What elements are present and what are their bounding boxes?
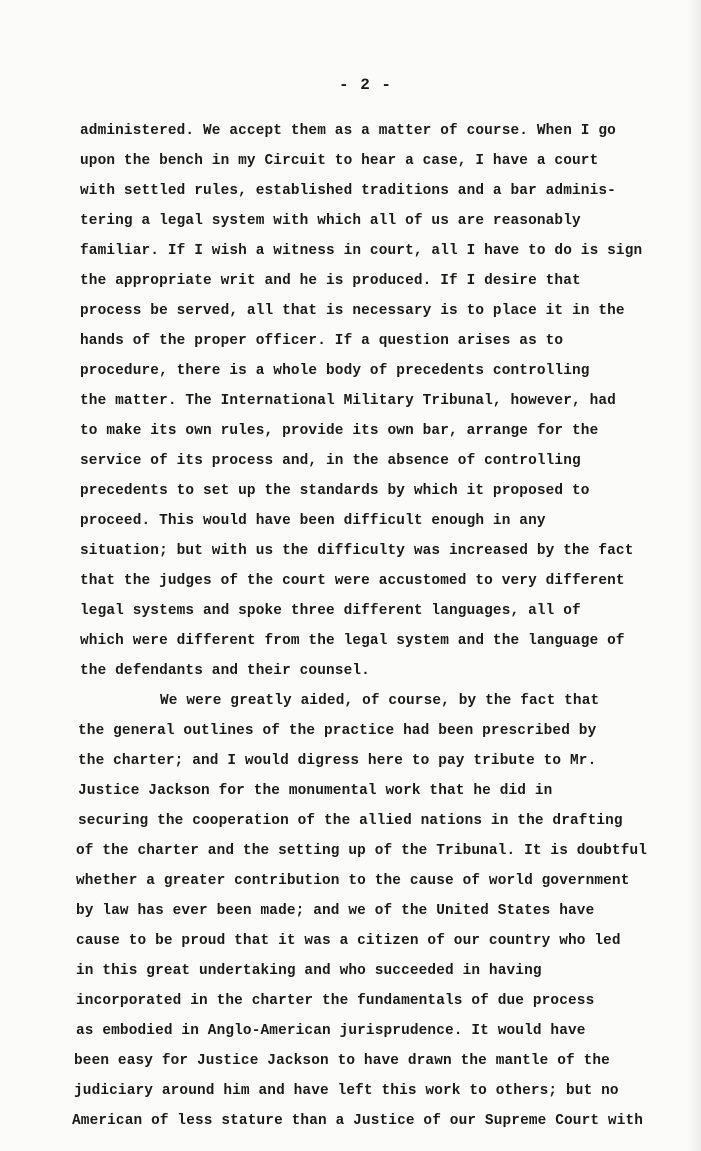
text-line: incorporated in the charter the fundamentals of due process [76, 993, 595, 1009]
text-line: whether a greater contribution to the cause of world government [76, 873, 630, 889]
text-line: American of less stature than a Justice of our Supreme Court with [72, 1113, 644, 1129]
text-line: Justice Jackson for the monumental work that he did in [78, 783, 553, 799]
text-line: tering a legal system with which all of us are reasonably [80, 213, 581, 229]
page-edge-shadow [687, 0, 701, 1151]
text-line: judiciary around him and have left this work to others; but no [74, 1083, 619, 1099]
text-line: the charter; and I would digress here to pay tribute to Mr. [78, 753, 597, 769]
text-line: the appropriate writ and he is produced. If I desire that [80, 273, 581, 289]
text-line: with settled rules, established traditions and a bar adminis- [80, 183, 616, 199]
text-line: to make its own rules, provide its own bar, arrange for the [80, 423, 599, 439]
text-line: administered. We accept them as a matter of course. When I go [80, 123, 616, 139]
text-line: the matter. The International Military Tribunal, however, had [80, 393, 616, 409]
text-line: cause to be proud that it was a citizen of our country who led [76, 933, 621, 949]
text-line: in this great undertaking and who succeeded in having [76, 963, 542, 979]
text-line: service of its process and, in the absence of controlling [80, 453, 581, 469]
text-line: We were greatly aided, of course, by the fact that [160, 693, 600, 709]
page-number: - 2 - [338, 76, 392, 94]
text-line: securing the cooperation of the allied nations in the drafting [78, 813, 623, 829]
text-line: upon the bench in my Circuit to hear a case, I have a court [80, 153, 599, 169]
text-line: proceed. This would have been difficult enough in any [80, 513, 546, 529]
text-line: the defendants and their counsel. [80, 663, 370, 679]
text-line: procedure, there is a whole body of precedents controlling [80, 363, 590, 379]
text-line: been easy for Justice Jackson to have drawn the mantle of the [74, 1053, 610, 1069]
text-line: of the charter and the setting up of the Tribunal. It is doubtful [76, 843, 648, 859]
text-line: the general outlines of the practice had been prescribed by [78, 723, 597, 739]
text-line: that the judges of the court were accustomed to very different [80, 573, 625, 589]
text-line: legal systems and spoke three different languages, all of [80, 603, 581, 619]
text-line: by law has ever been made; and we of the United States have [76, 903, 595, 919]
text-line: hands of the proper officer. If a question arises as to [80, 333, 564, 349]
text-line: situation; but with us the difficulty was increased by the fact [80, 543, 634, 559]
text-line: as embodied in Anglo-American jurisprudence. It would have [76, 1023, 586, 1039]
text-line: precedents to set up the standards by which it proposed to [80, 483, 590, 499]
text-line: which were different from the legal system and the language of [80, 633, 625, 649]
text-line: process be served, all that is necessary is to place it in the [80, 303, 625, 319]
text-line: familiar. If I wish a witness in court, all I have to do is sign [80, 243, 643, 259]
